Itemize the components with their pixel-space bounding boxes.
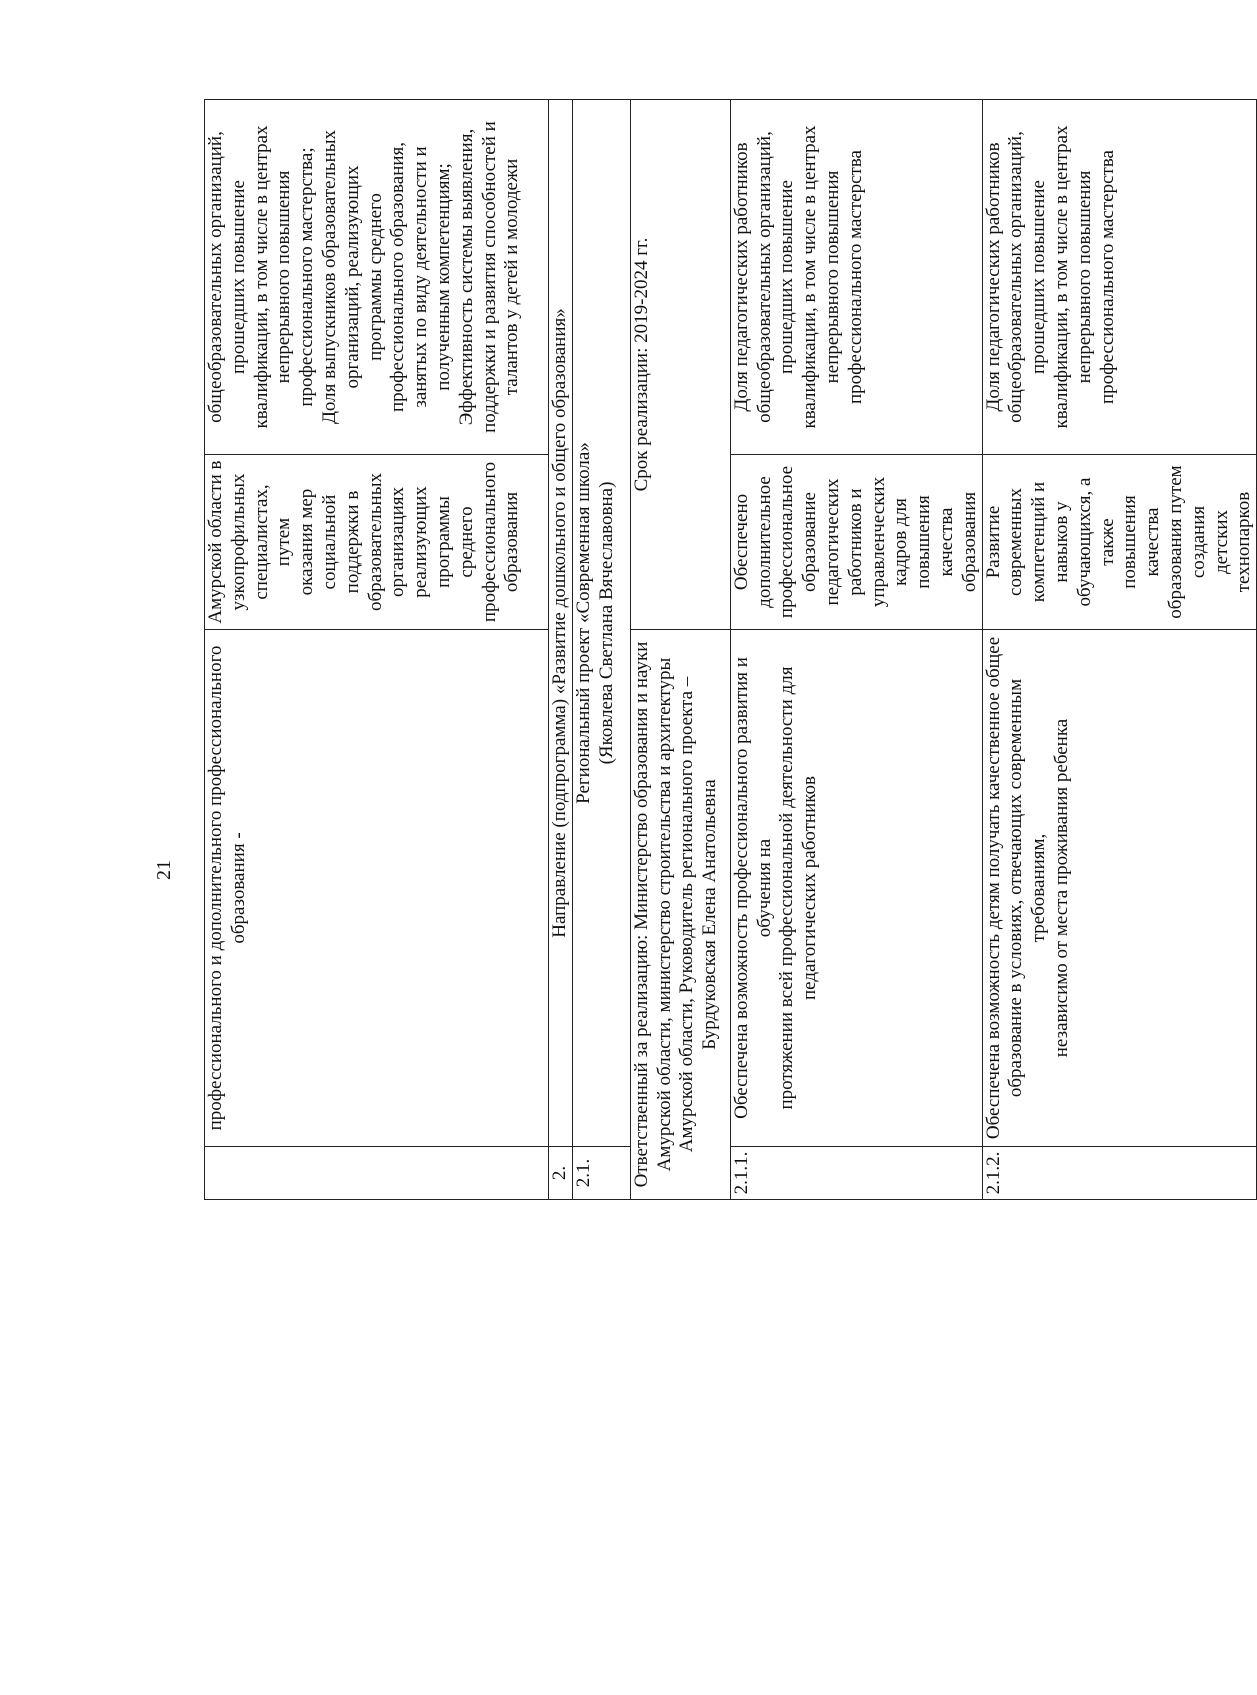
task-cell xyxy=(982,455,1257,630)
text-line: занятых по виду деятельности и xyxy=(410,146,432,408)
direction-heading: Направление (подпрограмма) «Развитие дошкольного и общего образования» xyxy=(549,100,573,1147)
text-line: профессионального образования, xyxy=(387,141,409,413)
table-row xyxy=(630,100,730,1200)
goal-cell xyxy=(730,630,982,1147)
text-line: прошедших повышение xyxy=(227,180,249,374)
text-line: квалификации, в том числе в центрах xyxy=(1050,125,1072,429)
text-line: прошедших повышение xyxy=(776,180,798,374)
text-line: узкопрофильных xyxy=(227,473,249,611)
text-line: специалистах, путем xyxy=(250,484,295,600)
project-lead: (Яковлева Светлана Вячеславовна) xyxy=(595,481,617,765)
table-row xyxy=(549,100,573,1200)
text-line: Развитие современных xyxy=(982,488,1027,596)
text-line: профессионального мастерства xyxy=(844,150,866,404)
text-line: прошедших повышение xyxy=(1028,180,1050,374)
text-line: педагогических работников и xyxy=(821,478,866,606)
text-line: детских технопарков xyxy=(1210,491,1255,593)
text-line: Доля педагогических работников xyxy=(982,142,1004,412)
table-row xyxy=(572,100,630,1200)
text-line: повышения качества xyxy=(1119,495,1164,589)
text-line: общеобразовательных организаций, xyxy=(753,131,775,423)
text-line: профессионального мастерства xyxy=(1096,150,1118,404)
text-line: талантов у детей и молодежи xyxy=(501,158,523,396)
table-row xyxy=(982,100,1257,1200)
row-number-cell: 2.1. xyxy=(572,1147,630,1200)
text-line: профессионального и дополнительного профессионального xyxy=(205,645,226,1131)
row-number-cell: 2.1.2. xyxy=(982,1147,1257,1200)
term-cell: Срок реализации: 2019-2024 гг. xyxy=(630,100,730,630)
text-line: образование xyxy=(799,492,821,592)
text-line: Доля педагогических работников xyxy=(730,142,752,412)
text-line: программы среднего xyxy=(364,193,386,361)
text-line: педагогических работников xyxy=(799,776,821,1001)
text-line: Амурской области, министерство строительства и архитектуры xyxy=(653,657,675,1172)
text-line: организациях реализующих xyxy=(387,486,432,598)
text-line: повышения качества xyxy=(913,495,957,589)
project-heading xyxy=(572,100,630,1147)
task-cell xyxy=(205,455,549,630)
text-line: профессиональное xyxy=(776,465,798,619)
text-line: профессионального xyxy=(478,461,500,623)
text-line: Амурской области в xyxy=(205,460,226,624)
goal-cell xyxy=(982,630,1257,1147)
text-line: образования xyxy=(958,491,980,593)
text-line: образования - xyxy=(227,832,249,944)
text-line: образование в условиях, отвечающих современным требованиям, xyxy=(1005,678,1050,1098)
text-line: непрерывного повышения xyxy=(273,170,295,384)
responsible-cell xyxy=(630,630,730,1200)
text-line: поддержки в xyxy=(341,490,363,594)
text-line: программы среднего xyxy=(432,496,477,588)
row-number-cell: 2.1.1. xyxy=(730,1147,982,1200)
text-line: протяжении всей профессиональной деятельности для xyxy=(776,666,798,1110)
page-number: 21 xyxy=(152,860,175,880)
text-line: Бурдуковская Елена Анатольевна xyxy=(699,779,721,1050)
indicator-cell xyxy=(982,100,1257,455)
text-line: оказания мер социальной xyxy=(296,488,340,596)
text-line: обучающихся, а также xyxy=(1073,477,1118,607)
text-line: Обеспечена возможность профессионального развития и обучения на xyxy=(730,657,775,1119)
indicator-cell xyxy=(205,100,549,455)
project-title: Региональный проект «Современная школа» xyxy=(572,442,594,804)
table-row xyxy=(730,100,982,1200)
text-line: Обеспечено дополнительное xyxy=(730,476,775,608)
text-line: образования путем создания xyxy=(1164,465,1209,619)
text-line: Обеспечена возможность детям получать качественное общее xyxy=(982,636,1004,1140)
text-line: общеобразовательных организаций, xyxy=(205,131,226,423)
text-line: поддержки и развития способностей и xyxy=(478,121,500,433)
goal-cell xyxy=(205,630,549,1147)
indicator-cell xyxy=(730,100,982,455)
text-line: полученным компетенциям; xyxy=(432,163,454,391)
rotated-page-content xyxy=(204,100,1255,1200)
text-line: Амурской области, Руководитель регионального проекта – xyxy=(676,676,698,1153)
text-line: общеобразовательных организаций, xyxy=(1005,131,1027,423)
text-line: квалификации, в том числе в центрах xyxy=(250,125,272,429)
text-line: независимо от места проживания ребенка xyxy=(1050,718,1072,1058)
table-row xyxy=(205,100,549,1200)
text-line: управленческих кадров для xyxy=(867,476,912,608)
row-number-cell xyxy=(205,1147,549,1200)
text-line: Эффективность системы выявления, xyxy=(455,128,477,426)
text-line: профессионального мастерства; xyxy=(296,147,318,407)
text-line: Ответственный за реализацию: Министерство образования и науки xyxy=(630,641,652,1188)
text-line: образования xyxy=(501,491,523,593)
program-table xyxy=(204,99,1257,1200)
task-cell xyxy=(730,455,982,630)
text-line: Доля выпускников образовательных xyxy=(318,129,340,425)
text-line: непрерывного повышения xyxy=(821,170,843,384)
text-line: квалификации, в том числе в центрах xyxy=(799,125,821,429)
text-line: непрерывного повышения xyxy=(1073,170,1095,384)
row-number-cell: 2. xyxy=(549,1147,573,1200)
text-line: образовательных xyxy=(364,473,386,611)
text-line: компетенций и навыков у xyxy=(1028,481,1072,603)
text-line: организаций, реализующих xyxy=(341,165,363,389)
